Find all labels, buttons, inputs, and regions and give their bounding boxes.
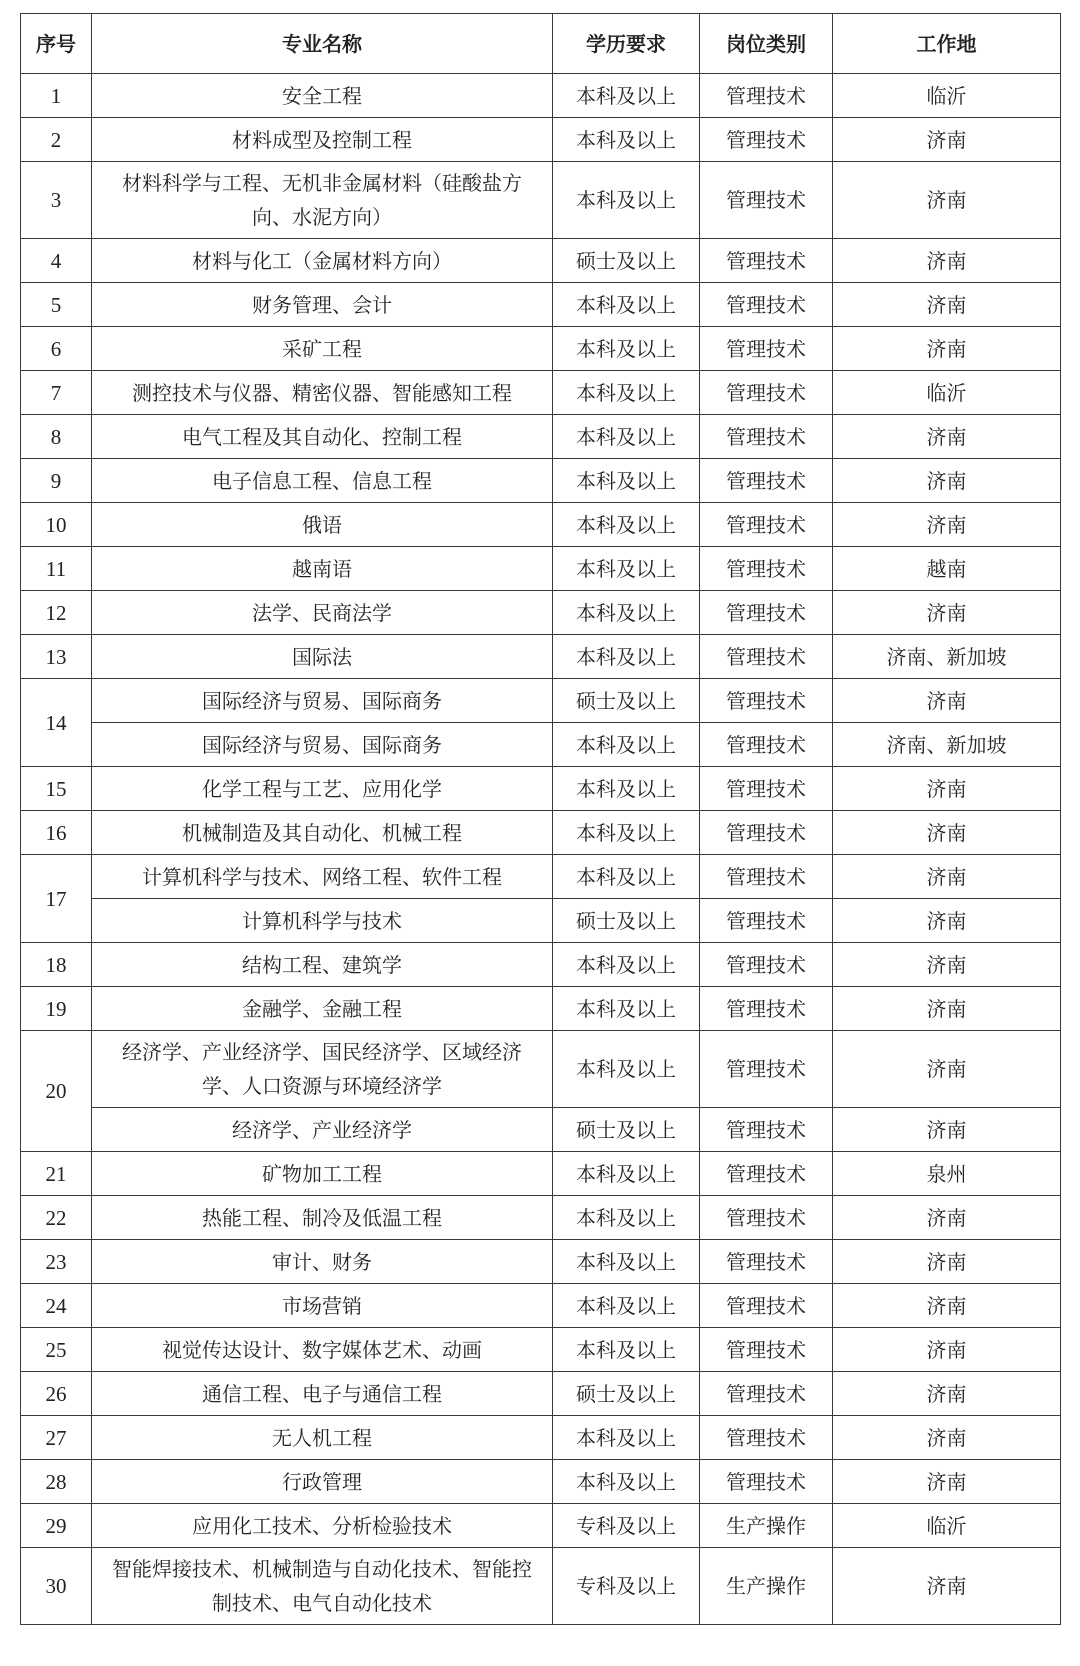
cell-location: 济南 [833, 943, 1061, 987]
cell-location: 济南 [833, 1031, 1061, 1108]
cell-major: 俄语 [92, 503, 553, 547]
cell-major: 安全工程 [92, 74, 553, 118]
cell-education: 本科及以上 [553, 1328, 700, 1372]
table-row [21, 1031, 1061, 1108]
table-row [21, 1284, 1061, 1328]
cell-education: 本科及以上 [553, 1460, 700, 1504]
cell-location: 济南 [833, 1460, 1061, 1504]
cell-major: 越南语 [92, 547, 553, 591]
cell-position-type: 管理技术 [700, 503, 833, 547]
cell-position-type: 生产操作 [700, 1548, 833, 1625]
cell-no: 9 [21, 459, 92, 503]
cell-location: 济南 [833, 118, 1061, 162]
cell-position-type: 管理技术 [700, 1416, 833, 1460]
cell-no: 27 [21, 1416, 92, 1460]
cell-education: 本科及以上 [553, 987, 700, 1031]
table-row [21, 943, 1061, 987]
cell-position-type: 管理技术 [700, 162, 833, 239]
cell-major: 采矿工程 [92, 327, 553, 371]
cell-position-type: 管理技术 [700, 371, 833, 415]
table-row [21, 987, 1061, 1031]
cell-major: 国际经济与贸易、国际商务 [92, 679, 553, 723]
cell-no: 20 [21, 1031, 92, 1152]
cell-education: 硕士及以上 [553, 1372, 700, 1416]
cell-education: 本科及以上 [553, 767, 700, 811]
cell-position-type: 管理技术 [700, 1328, 833, 1372]
cell-position-type: 管理技术 [700, 1460, 833, 1504]
cell-major: 经济学、产业经济学 [92, 1108, 553, 1152]
cell-position-type: 管理技术 [700, 591, 833, 635]
cell-location: 济南 [833, 899, 1061, 943]
table-row [21, 591, 1061, 635]
cell-position-type: 管理技术 [700, 118, 833, 162]
cell-no: 13 [21, 635, 92, 679]
cell-no: 16 [21, 811, 92, 855]
cell-major: 金融学、金融工程 [92, 987, 553, 1031]
cell-position-type: 管理技术 [700, 679, 833, 723]
table-row [21, 855, 1061, 899]
cell-location: 济南 [833, 987, 1061, 1031]
cell-education: 专科及以上 [553, 1548, 700, 1625]
cell-no: 30 [21, 1548, 92, 1625]
cell-education: 本科及以上 [553, 162, 700, 239]
table-row [21, 811, 1061, 855]
cell-location: 越南 [833, 547, 1061, 591]
cell-location: 济南 [833, 1416, 1061, 1460]
cell-no: 22 [21, 1196, 92, 1240]
cell-location: 济南 [833, 1108, 1061, 1152]
cell-education: 本科及以上 [553, 1031, 700, 1108]
cell-education: 硕士及以上 [553, 1108, 700, 1152]
cell-location: 济南 [833, 459, 1061, 503]
cell-education: 本科及以上 [553, 811, 700, 855]
cell-major: 材料与化工（金属材料方向） [92, 239, 553, 283]
cell-position-type: 管理技术 [700, 723, 833, 767]
cell-no: 21 [21, 1152, 92, 1196]
cell-no: 7 [21, 371, 92, 415]
cell-major: 计算机科学与技术、网络工程、软件工程 [92, 855, 553, 899]
header-education: 学历要求 [553, 14, 700, 74]
cell-major: 智能焊接技术、机械制造与自动化技术、智能控制技术、电气自动化技术 [92, 1548, 553, 1625]
cell-position-type: 管理技术 [700, 239, 833, 283]
table-row [21, 635, 1061, 679]
cell-major: 电子信息工程、信息工程 [92, 459, 553, 503]
cell-education: 本科及以上 [553, 415, 700, 459]
table-row [21, 327, 1061, 371]
cell-major: 材料科学与工程、无机非金属材料（硅酸盐方向、水泥方向） [92, 162, 553, 239]
cell-location: 济南 [833, 767, 1061, 811]
cell-major: 市场营销 [92, 1284, 553, 1328]
cell-no: 17 [21, 855, 92, 943]
table-row [21, 1108, 1061, 1152]
cell-position-type: 管理技术 [700, 635, 833, 679]
cell-major: 财务管理、会计 [92, 283, 553, 327]
cell-education: 本科及以上 [553, 943, 700, 987]
cell-education: 本科及以上 [553, 371, 700, 415]
header-row [21, 14, 1061, 74]
table-row [21, 371, 1061, 415]
cell-education: 本科及以上 [553, 1416, 700, 1460]
cell-education: 硕士及以上 [553, 679, 700, 723]
cell-location: 济南 [833, 1372, 1061, 1416]
cell-no: 3 [21, 162, 92, 239]
cell-no: 25 [21, 1328, 92, 1372]
cell-major: 应用化工技术、分析检验技术 [92, 1504, 553, 1548]
cell-position-type: 管理技术 [700, 899, 833, 943]
table-row [21, 1240, 1061, 1284]
cell-no: 11 [21, 547, 92, 591]
page [20, 13, 1060, 1625]
cell-no: 15 [21, 767, 92, 811]
cell-education: 本科及以上 [553, 1284, 700, 1328]
cell-location: 济南 [833, 1284, 1061, 1328]
header-position-type: 岗位类别 [700, 14, 833, 74]
cell-education: 本科及以上 [553, 459, 700, 503]
cell-no: 23 [21, 1240, 92, 1284]
cell-no: 4 [21, 239, 92, 283]
cell-position-type: 管理技术 [700, 1031, 833, 1108]
cell-location: 济南 [833, 283, 1061, 327]
cell-position-type: 管理技术 [700, 987, 833, 1031]
cell-no: 2 [21, 118, 92, 162]
cell-no: 28 [21, 1460, 92, 1504]
table-row [21, 415, 1061, 459]
cell-location: 临沂 [833, 371, 1061, 415]
cell-location: 济南 [833, 415, 1061, 459]
cell-education: 本科及以上 [553, 283, 700, 327]
cell-position-type: 管理技术 [700, 415, 833, 459]
cell-no: 24 [21, 1284, 92, 1328]
cell-education: 本科及以上 [553, 1152, 700, 1196]
cell-location: 济南 [833, 239, 1061, 283]
cell-position-type: 管理技术 [700, 943, 833, 987]
cell-major: 机械制造及其自动化、机械工程 [92, 811, 553, 855]
cell-position-type: 管理技术 [700, 283, 833, 327]
cell-location: 济南、新加坡 [833, 723, 1061, 767]
cell-major: 通信工程、电子与通信工程 [92, 1372, 553, 1416]
cell-education: 硕士及以上 [553, 239, 700, 283]
table-row [21, 74, 1061, 118]
cell-major: 矿物加工工程 [92, 1152, 553, 1196]
cell-position-type: 管理技术 [700, 459, 833, 503]
header-location: 工作地 [833, 14, 1061, 74]
cell-no: 10 [21, 503, 92, 547]
cell-education: 本科及以上 [553, 1196, 700, 1240]
cell-position-type: 管理技术 [700, 327, 833, 371]
table-row [21, 118, 1061, 162]
table-row [21, 283, 1061, 327]
cell-education: 硕士及以上 [553, 899, 700, 943]
cell-major: 热能工程、制冷及低温工程 [92, 1196, 553, 1240]
cell-position-type: 管理技术 [700, 1372, 833, 1416]
header-no: 序号 [21, 14, 92, 74]
table-row [21, 723, 1061, 767]
table-row [21, 679, 1061, 723]
cell-position-type: 生产操作 [700, 1504, 833, 1548]
cell-location: 济南 [833, 1196, 1061, 1240]
cell-major: 结构工程、建筑学 [92, 943, 553, 987]
cell-education: 本科及以上 [553, 1240, 700, 1284]
cell-major: 国际法 [92, 635, 553, 679]
cell-major: 国际经济与贸易、国际商务 [92, 723, 553, 767]
cell-location: 济南 [833, 503, 1061, 547]
table-row [21, 899, 1061, 943]
cell-education: 本科及以上 [553, 591, 700, 635]
cell-position-type: 管理技术 [700, 1284, 833, 1328]
cell-education: 本科及以上 [553, 118, 700, 162]
cell-location: 济南 [833, 679, 1061, 723]
cell-education: 本科及以上 [553, 855, 700, 899]
cell-location: 临沂 [833, 74, 1061, 118]
table-row [21, 1416, 1061, 1460]
cell-education: 本科及以上 [553, 503, 700, 547]
table-row [21, 503, 1061, 547]
recruitment-table [20, 13, 1061, 1625]
cell-major: 审计、财务 [92, 1240, 553, 1284]
cell-no: 18 [21, 943, 92, 987]
cell-major: 材料成型及控制工程 [92, 118, 553, 162]
table-row [21, 1328, 1061, 1372]
cell-position-type: 管理技术 [700, 547, 833, 591]
cell-position-type: 管理技术 [700, 1196, 833, 1240]
cell-education: 本科及以上 [553, 723, 700, 767]
cell-major: 行政管理 [92, 1460, 553, 1504]
table-row [21, 1152, 1061, 1196]
cell-location: 济南 [833, 811, 1061, 855]
cell-education: 专科及以上 [553, 1504, 700, 1548]
table-row [21, 459, 1061, 503]
cell-major: 计算机科学与技术 [92, 899, 553, 943]
table-row [21, 1504, 1061, 1548]
cell-major: 经济学、产业经济学、国民经济学、区域经济学、人口资源与环境经济学 [92, 1031, 553, 1108]
table-row [21, 1548, 1061, 1625]
cell-location: 济南 [833, 1328, 1061, 1372]
cell-position-type: 管理技术 [700, 1152, 833, 1196]
table-row [21, 767, 1061, 811]
cell-location: 济南、新加坡 [833, 635, 1061, 679]
cell-location: 济南 [833, 327, 1061, 371]
cell-no: 12 [21, 591, 92, 635]
cell-education: 本科及以上 [553, 327, 700, 371]
cell-no: 5 [21, 283, 92, 327]
table-row [21, 1196, 1061, 1240]
cell-no: 6 [21, 327, 92, 371]
cell-education: 本科及以上 [553, 547, 700, 591]
cell-position-type: 管理技术 [700, 1108, 833, 1152]
table-row [21, 1372, 1061, 1416]
cell-major: 电气工程及其自动化、控制工程 [92, 415, 553, 459]
cell-major: 无人机工程 [92, 1416, 553, 1460]
cell-no: 26 [21, 1372, 92, 1416]
cell-major: 法学、民商法学 [92, 591, 553, 635]
cell-position-type: 管理技术 [700, 811, 833, 855]
cell-education: 本科及以上 [553, 635, 700, 679]
cell-location: 济南 [833, 1240, 1061, 1284]
cell-location: 泉州 [833, 1152, 1061, 1196]
table-row [21, 547, 1061, 591]
cell-no: 19 [21, 987, 92, 1031]
cell-location: 济南 [833, 162, 1061, 239]
header-major: 专业名称 [92, 14, 553, 74]
cell-no: 8 [21, 415, 92, 459]
cell-major: 视觉传达设计、数字媒体艺术、动画 [92, 1328, 553, 1372]
cell-location: 临沂 [833, 1504, 1061, 1548]
cell-position-type: 管理技术 [700, 855, 833, 899]
cell-education: 本科及以上 [553, 74, 700, 118]
table-row [21, 239, 1061, 283]
table-row [21, 1460, 1061, 1504]
cell-location: 济南 [833, 855, 1061, 899]
cell-major: 化学工程与工艺、应用化学 [92, 767, 553, 811]
cell-no: 1 [21, 74, 92, 118]
cell-position-type: 管理技术 [700, 767, 833, 811]
cell-position-type: 管理技术 [700, 1240, 833, 1284]
cell-location: 济南 [833, 1548, 1061, 1625]
cell-position-type: 管理技术 [700, 74, 833, 118]
cell-no: 14 [21, 679, 92, 767]
cell-location: 济南 [833, 591, 1061, 635]
cell-no: 29 [21, 1504, 92, 1548]
cell-major: 测控技术与仪器、精密仪器、智能感知工程 [92, 371, 553, 415]
table-row [21, 162, 1061, 239]
